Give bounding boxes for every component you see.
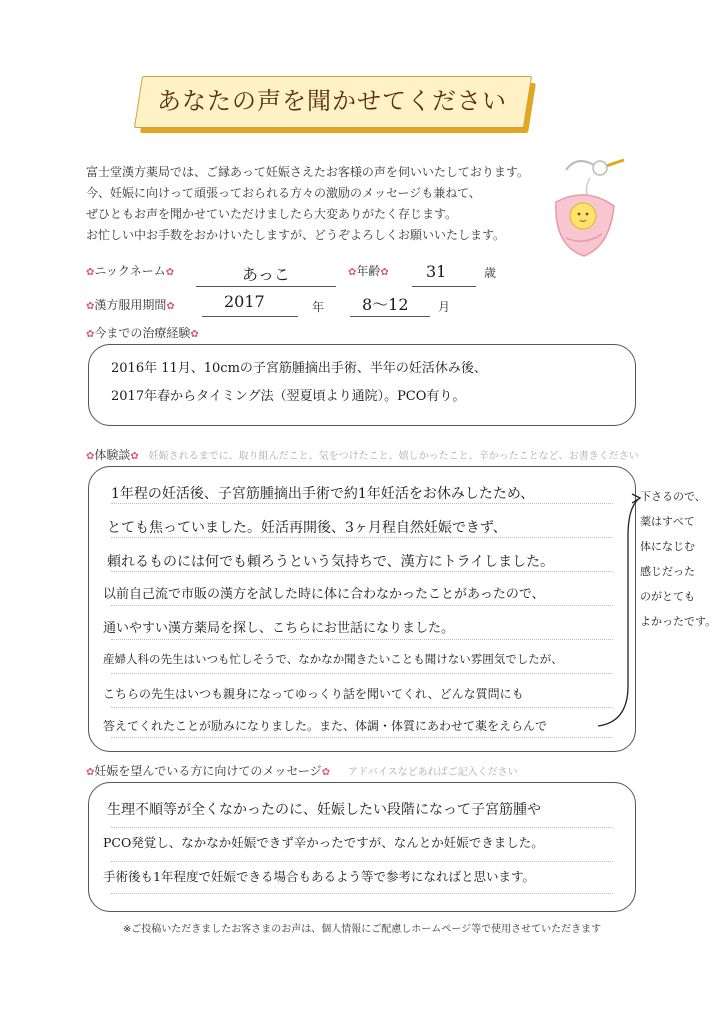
side-note-line: 体になじむ <box>640 540 695 553</box>
page-title: あなたの声を聞かせてください <box>157 87 507 115</box>
flower-icon: ✿ <box>166 301 175 312</box>
ruled-line <box>111 861 613 862</box>
ruled-line <box>111 673 613 674</box>
history-label: 今までの治療経験 <box>94 326 191 340</box>
continuation-arrow-icon <box>596 492 642 732</box>
message-hint: アドバイスなどあればご記入ください <box>347 767 518 778</box>
intro-line: お忙しい中お手数をおかけいたしますが、どうぞよろしくお願いいたします。 <box>86 228 506 242</box>
message-line: 手術後も1年程度で妊娠できる場合もあるよう等で参考になればと思います。 <box>103 869 535 884</box>
experience-line: 以前自己流で市販の漢方を試した時に体に合わなかったことがあったので、 <box>103 587 545 602</box>
ruled-line <box>111 737 613 738</box>
side-note-line: 下さるので、 <box>640 490 706 503</box>
flower-icon: ✿ <box>321 767 331 778</box>
title-banner <box>138 76 538 142</box>
period-month-value: 8〜12 <box>362 295 409 314</box>
age-label-wrap <box>348 262 389 279</box>
flower-icon: ✿ <box>130 451 139 462</box>
ruled-line <box>111 503 613 504</box>
ruled-line <box>111 707 613 708</box>
age-value: 31 <box>426 262 447 281</box>
ruled-line <box>111 893 613 894</box>
intro-text <box>86 162 566 246</box>
flower-icon: ✿ <box>86 267 95 278</box>
experience-line: 頼れるものには何でも頼ろうという気持ちで、漢方にトライしました。 <box>107 554 555 570</box>
flower-icon: ✿ <box>380 267 389 278</box>
intro-line: 今、妊娠に向けって頑張っておられる方々の激励のメッセージも兼ねて、 <box>86 186 481 200</box>
nickname-label: ニックネーム <box>94 264 166 278</box>
flower-icon: ✿ <box>165 267 175 278</box>
experience-label: 体験談 <box>94 448 131 462</box>
message-line: 生理不順等が全くなかったのに、妊娠したい段階になって子宮筋腫や <box>107 802 541 818</box>
ruled-line <box>111 605 613 606</box>
ruled-line <box>111 571 613 572</box>
period-year-value: 2017 <box>224 292 265 311</box>
history-line: 2016年 11月、10cmの子宮筋腫摘出手術、半年の妊活休み後、 <box>111 361 487 376</box>
experience-hint: 妊娠されるまでに、取り組んだこと、気をつけたこと、嬉しかったこと、辛かったことなど、お書きください <box>148 451 639 462</box>
experience-box[interactable] <box>88 466 636 752</box>
message-line: PCO発覚し、なかなか妊娠できず辛かったですが、なんとか妊娠できました。 <box>103 835 544 850</box>
age-label: 年齢 <box>356 264 381 278</box>
side-note-line: のがとても <box>640 590 695 603</box>
flower-icon: ✿ <box>86 329 95 340</box>
age-unit: 歳 <box>484 266 497 280</box>
experience-line: 答えてくれたことが励みになりました。また、体調・体質にあわせて薬をえらんで <box>103 719 548 733</box>
period-year-field[interactable] <box>202 292 298 317</box>
period-label: 漢方服用期間 <box>94 298 167 312</box>
message-label: 妊娠を望んでいる方に向けてのメッセージ <box>94 764 322 778</box>
history-label-wrap <box>86 324 199 341</box>
history-box[interactable] <box>88 344 636 426</box>
ruled-line <box>111 537 613 538</box>
experience-line: とても焦っていました。妊活再開後、3ヶ月程自然妊娠できず、 <box>107 520 507 536</box>
flower-icon: ✿ <box>86 767 95 778</box>
nickname-field[interactable] <box>196 262 336 287</box>
month-unit: 月 <box>438 300 451 314</box>
ruled-line <box>111 827 613 828</box>
intro-line: 富士堂漢方薬局では、ご縁あって妊娠さえたお客様の声を伺いいたしております。 <box>86 165 529 179</box>
flower-icon: ✿ <box>190 329 199 340</box>
experience-label-wrap <box>86 446 639 463</box>
experience-line: 1年程の妊活後、子宮筋腫摘出手術で約1年妊活をお休みしたため、 <box>111 486 535 502</box>
side-note-line: 薬はすべて <box>640 515 695 528</box>
footer-note: ※ご投稿いただきましたお客さまのお声は、個人情報にご配慮しホームページ等で使用させていただきます <box>122 924 602 935</box>
nickname-label-wrap <box>86 262 174 279</box>
message-box[interactable] <box>88 782 636 912</box>
intro-line: ぜひともお声を聞かせていただけましたら大変ありがたく存じます。 <box>86 207 458 221</box>
side-note-line: よかったです。 <box>640 615 717 628</box>
experience-line: 産婦人科の先生はいつも忙しそうで、なかなか聞きたいことも聞けない雰囲気でしたが、 <box>103 652 563 666</box>
experience-line: こちらの先生はいつも親身になってゆっくり話を聞いてくれ、どんな質問にも <box>103 687 524 701</box>
experience-line: 通いやすい漢方薬局を探し、こちらにお世話になりました。 <box>103 621 455 636</box>
flower-icon: ✿ <box>348 267 357 278</box>
year-unit: 年 <box>312 300 325 314</box>
age-field[interactable] <box>412 262 476 287</box>
flower-icon: ✿ <box>86 451 95 462</box>
period-month-field[interactable] <box>350 292 430 317</box>
side-note-line: 感じだった <box>640 565 695 578</box>
nickname-value: あっこ <box>242 265 290 284</box>
history-line: 2017年春からタイミング法（翌夏頃より通院）。PCO有り。 <box>111 389 466 404</box>
stork-baby-icon <box>536 150 636 270</box>
side-note <box>640 484 720 634</box>
period-label-wrap <box>86 296 175 313</box>
flower-icon: ✿ <box>86 301 95 312</box>
message-label-wrap <box>86 762 518 779</box>
ruled-line <box>111 639 613 640</box>
